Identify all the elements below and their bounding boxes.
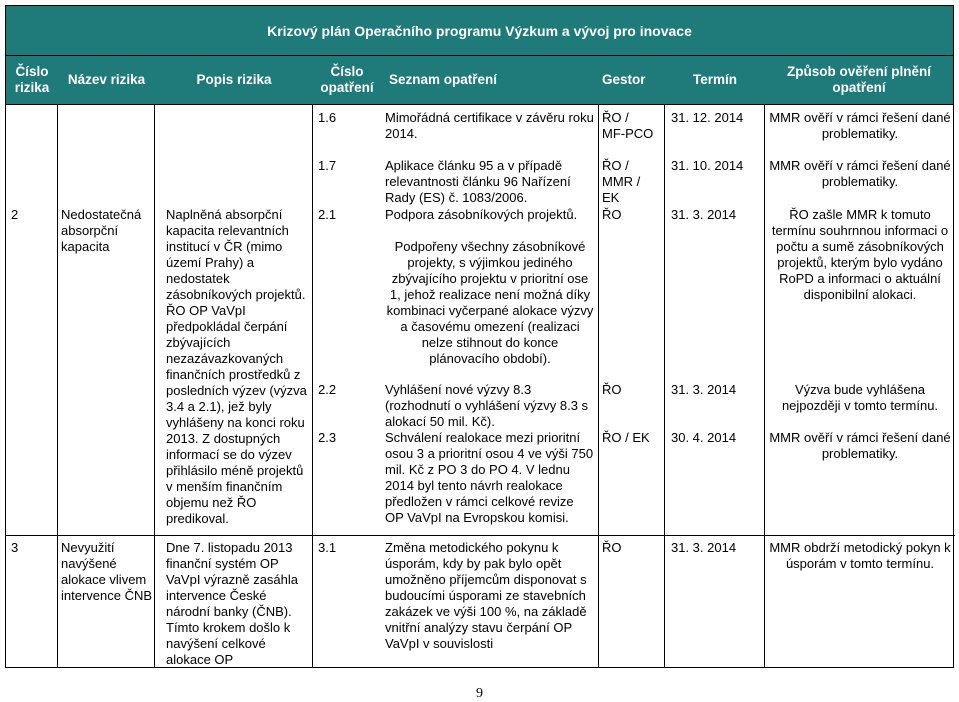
- measure-verification: ŘO zašle MMR k tomuto termínu souhrnnou informaci o počtu a sumě zásobníkových projektů, kterým bylo vydáno RoPD a informaci o aktuální disponibilní alokaci.: [771, 207, 949, 302]
- measure-verification: MMR obdrží metodický pokyn k úsporám v tomto termínu.: [769, 540, 951, 571]
- risk-number: 2: [11, 207, 19, 222]
- measure-number: 2.2: [318, 382, 337, 397]
- measure-gestor: ŘO / EK: [602, 430, 650, 445]
- header-seznam-opatreni: Seznam opatření: [389, 72, 498, 87]
- measure-verification: MMR ověří v rámci řešení dané problematiky.: [769, 110, 951, 141]
- header-termin: Termín: [692, 72, 737, 87]
- measure-gestor: ŘO / MMR / EK: [602, 158, 641, 205]
- risk-table: [5, 105, 954, 668]
- header-gestor: Gestor: [602, 72, 646, 87]
- measure-deadline: 30. 4. 2014: [671, 430, 737, 445]
- measure-deadline: 31. 3. 2014: [671, 207, 737, 222]
- risk-name: Nedostatečná absorpční kapacita: [61, 207, 142, 254]
- measure-gestor: ŘO: [602, 540, 622, 555]
- header-nazev-rizika: Název rizika: [67, 72, 146, 87]
- measure-verification: MMR ověří v rámci řešení dané problematiky.: [769, 158, 951, 189]
- risk-description: Naplněná absorpční kapacita relevantních institucí v ČR (mimo území Prahy) a nedostatek zásobníkových projektů. ŘO OP VaVpI předpokládal čerpání zbývajících nezazávazkovaných finančních prostředků z posledních výzev (výzva 3.4 a 2.1), jež byly vyhlášeny na konci roku 2013. Z dostupných informací se do výzev přihlásilo méně projektů v menším finančním objemu než ŘO predikoval.: [166, 207, 307, 526]
- measure-deadline: 31. 3. 2014: [671, 382, 737, 397]
- risk-name: Nevyužití navýšené alokace vlivem intervence ČNB: [61, 540, 153, 603]
- measure-text: Mimořádná certifikace v závěru roku 2014.: [385, 110, 594, 141]
- measure-text: Změna metodického pokynu k úsporám, kdy by pak bylo opět umožněno příjemcům disponovat s budoucími úsporami ze stavebních zakázek ve výši 100 %, na základě vnitřní analýzy stavu čerpání OP VaVpI v souvislosti: [385, 540, 587, 651]
- measure-number: 2.1: [318, 207, 337, 222]
- page-number: 9: [476, 686, 483, 701]
- header-popis-rizika: Popis rizika: [196, 72, 272, 87]
- measure-number: 1.7: [318, 158, 337, 173]
- header-cislo-rizika: Číslo rizika: [14, 64, 50, 95]
- measure-gestor: ŘO: [602, 207, 622, 222]
- measure-text: Schválení realokace mezi prioritní osou 3 a prioritní osou 4 ve výši 750 mil. Kč z PO 3 do PO 4. V lednu 2014 byl tento návrh realokace předložen v rámci celkové revize OP VaVpI na Evropskou komisi.: [385, 430, 594, 525]
- measure-text: Podpora zásobníkových projektů.: [385, 207, 578, 222]
- measure-deadline: 31. 10. 2014: [671, 158, 744, 173]
- measure-text: Aplikace článku 95 a v případě relevantnosti článku 96 Nařízení Rady (ES) č. 1083/2006.: [385, 158, 571, 205]
- table-title: Krizový plán Operačního programu Výzkum a vývoj pro inovace: [5, 5, 954, 55]
- measure-number: 3.1: [318, 540, 337, 555]
- measure-verification: MMR ověří v rámci řešení dané problematiky.: [769, 430, 951, 461]
- measure-text: Vyhlášení nové výzvy 8.3 (rozhodnutí o vyhlášení výzvy 8.3 s alokací 50 mil. Kč).: [385, 382, 589, 429]
- measure-text-detail: Podpořeny všechny zásobníkové projekty, s výjimkou jediného zbývajícího projektu v prioritní ose 1, jehož realizace není možná díky kombinaci vyčerpané alokace výzvy a časovému omezení (realizaci nelze stihnout do konce plánovacího období).: [386, 239, 594, 366]
- measure-gestor: ŘO / MF-PCO: [602, 110, 654, 141]
- measure-verification: Výzva bude vyhlášena nejpozději v tomto termínu.: [781, 382, 939, 413]
- measure-deadline: 31. 12. 2014: [671, 110, 744, 125]
- measure-number: 1.6: [318, 110, 337, 125]
- measure-number: 2.3: [318, 430, 337, 445]
- risk-description: Dne 7. listopadu 2013 finanční systém OP VaVpI výrazně zasáhla intervence České národní banky (ČNB). Tímto krokem došlo k navýšení celkové alokace OP: [166, 540, 298, 667]
- risk-number: 3: [11, 540, 19, 555]
- table-header: [5, 55, 954, 105]
- measure-deadline: 31. 3. 2014: [671, 540, 737, 555]
- header-zpusob-overeni: Způsob ověření plnění opatření: [786, 64, 931, 95]
- header-cislo-opatreni: Číslo opatření: [320, 64, 374, 95]
- measure-gestor: ŘO: [602, 382, 622, 397]
